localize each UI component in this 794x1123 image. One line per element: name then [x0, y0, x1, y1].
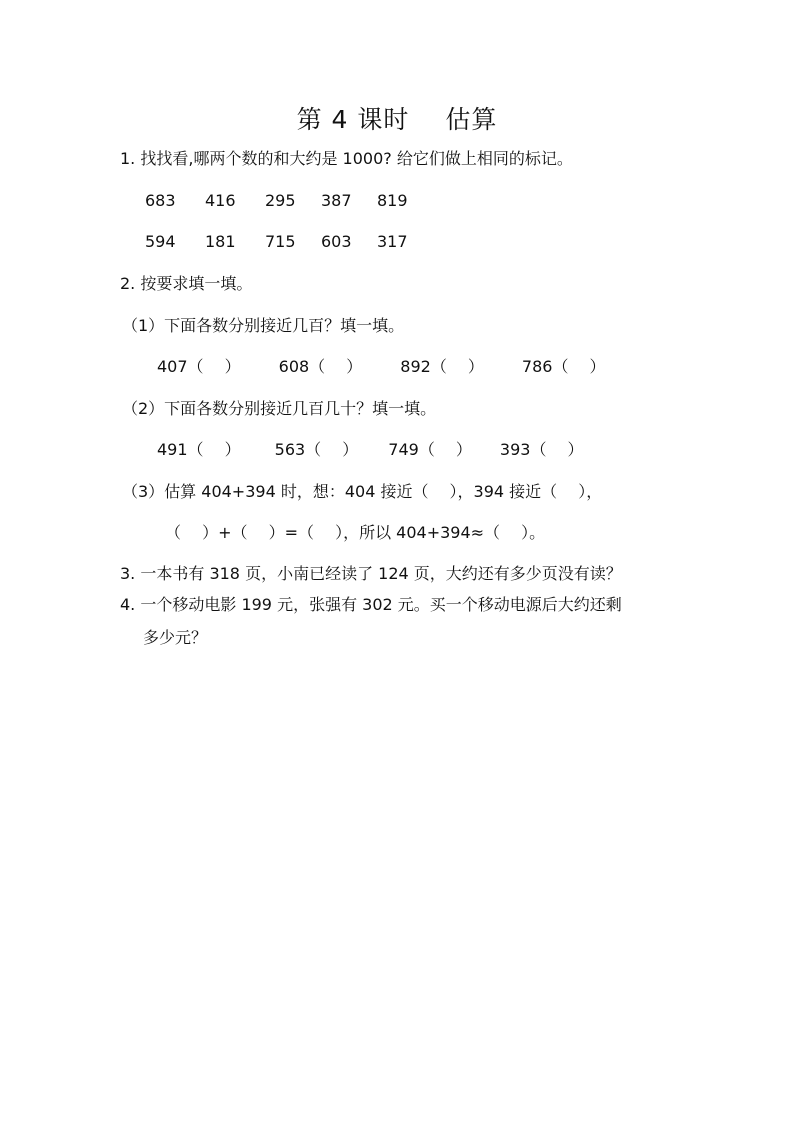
q1-number: 387 — [321, 191, 352, 210]
question-2-3-line-1: （3）估算 404+394 时，想：404 接近（ ），394 接近（ ）， — [122, 482, 603, 501]
question-4-line-2: 多少元？ — [143, 628, 208, 647]
fill-blank-item[interactable]: 892（ ） — [400, 357, 484, 376]
q2-1-items — [157, 356, 644, 378]
fill-blank-item[interactable]: 407（ ） — [157, 357, 241, 376]
q1-number: 317 — [377, 232, 408, 251]
q1-number-row-1 — [145, 190, 437, 212]
q1-number: 715 — [265, 232, 296, 251]
fill-blank-item[interactable]: 608（ ） — [278, 357, 363, 376]
question-2-3-line-2: （ ）+（ ）=（ ），所以 404+394≈（ ）。 — [165, 523, 546, 542]
q1-number: 295 — [265, 191, 296, 210]
q1-number: 416 — [205, 191, 236, 210]
fill-blank-item[interactable]: 749（ ） — [388, 440, 472, 459]
question-4-line-1: 4. 一个移动电影 199 元，张强有 302 元。买一个移动电源后大约还剩 — [120, 595, 622, 614]
fill-blank-item[interactable]: 563（ ） — [274, 440, 359, 459]
fill-blank-item[interactable]: 491（ ） — [157, 440, 241, 459]
question-2-2: （2）下面各数分别接近几百几十？填一填。 — [122, 399, 437, 418]
q1-number: 819 — [377, 191, 408, 210]
lesson-topic: 估算 — [445, 105, 498, 134]
q1-number: 594 — [145, 232, 176, 251]
page-title — [0, 100, 794, 136]
question-2: 2. 按要求填一填。 — [120, 274, 253, 293]
q1-number: 683 — [145, 191, 176, 210]
question-3: 3. 一本书有 318 页，小南已经读了 124 页，大约还有多少页没有读？ — [120, 564, 622, 583]
lesson-number: 第 4 课时 — [296, 105, 410, 134]
question-1: 1. 找找看,哪两个数的和大约是 1000? 给它们做上相同的标记。 — [120, 149, 573, 168]
fill-blank-item[interactable]: 393（ ） — [499, 440, 584, 459]
q1-number: 603 — [321, 232, 352, 251]
q2-2-items — [157, 439, 622, 461]
fill-blank-item[interactable]: 786（ ） — [521, 357, 606, 376]
q1-number: 181 — [205, 232, 236, 251]
question-2-1: （1）下面各数分别接近几百？填一填。 — [122, 316, 405, 335]
q1-number-row-2 — [145, 231, 437, 253]
